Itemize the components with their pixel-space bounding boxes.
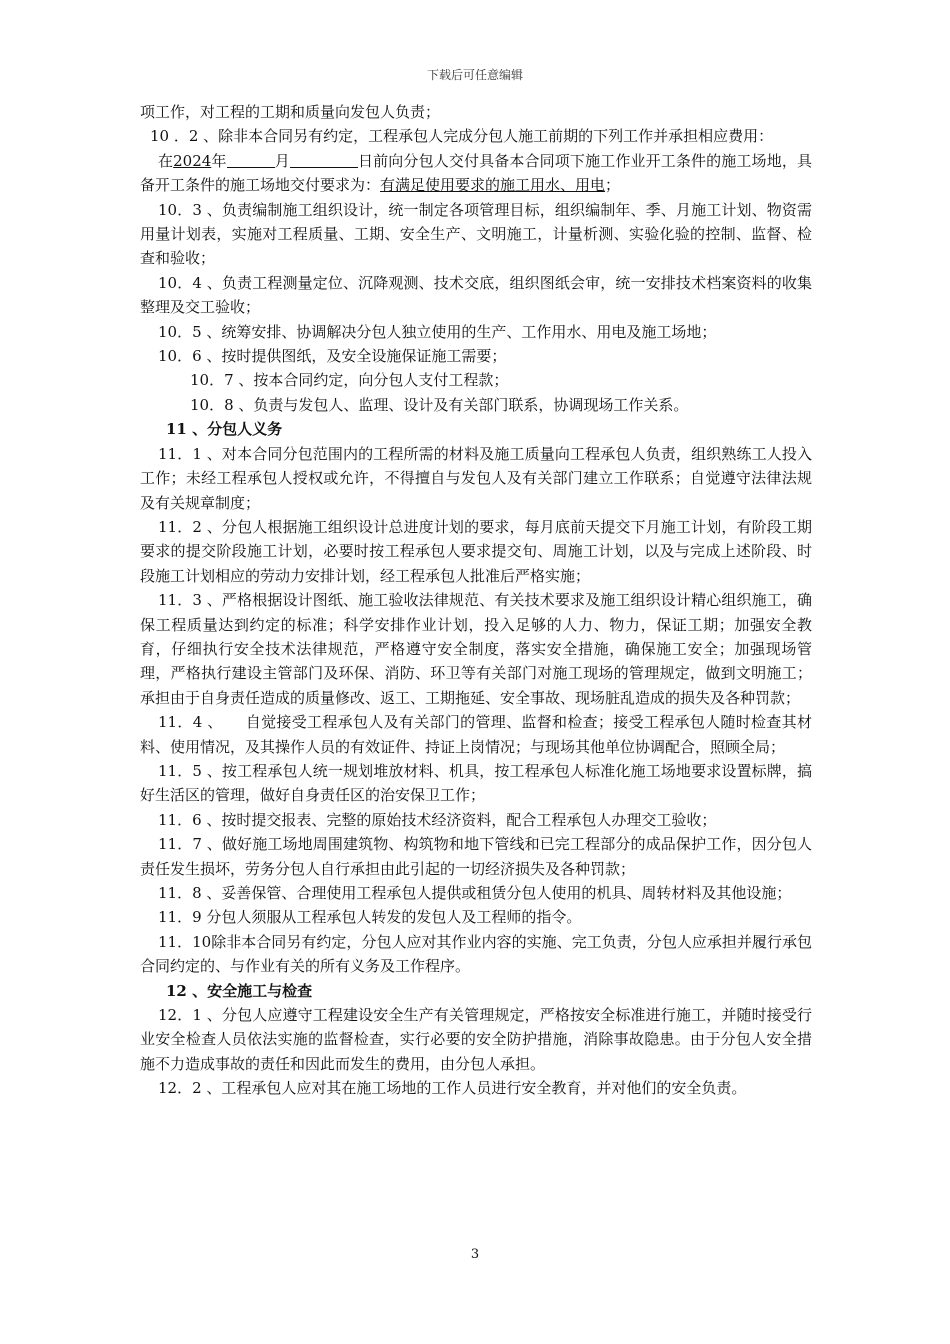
paragraph: 10 ．2 、除非本合同另有约定，工程承包人完成分包人施工前期的下列工作并承担相应费用： [150, 127, 774, 146]
document-body [140, 100, 812, 1101]
text: 日前向分包人交付具备本合同项下施工作业开工条件的施工场地，具备开工条件的施工场地交付要求为： [140, 151, 812, 195]
paragraph: 10．3 、负责编制施工组织设计，统一制定各项管理目标，组织编制年、季、月施工计划、物资需用量计划表，实施对工程质量、工期、安全生产、文明施工，计量析测、实验化验的控制、监督、检查和验收； [140, 200, 812, 268]
paragraph: 12．2 、工程承包人应对其在施工场地的工作人员进行安全教育，并对他们的安全负责。 [158, 1079, 747, 1098]
text: 月 [274, 151, 290, 170]
section-heading: 11 、分包人义务 [166, 420, 283, 439]
month-blank [227, 153, 275, 168]
paragraph: 11．6 、按时提交报表、完整的原始技术经济资料，配合工程承包人办理交工验收； [158, 810, 717, 829]
paragraph: 11．8 、妥善保管、合理使用工程承包人提供或租赁分包人使用的机具、周转材料及其他设施； [158, 884, 792, 902]
paragraph: 11．3 、严格根据设计图纸、施工验收法律规范、有关技术要求及施工组织设计精心组织施工，确保工程质量达到约定的标准；科学安排作业计划，投入足够的人力、物力，保证工期；加强安全教育，仔细执行安全技术法律规范，严格遵守安全制度，落实安全措施，确保施工安全；加强现场管理，严格执行建设主管部门及环保、消防、环卫等有关部门对施工现场的管理规定，做到文明施工；承担由于自身责任造成的质量修改、返工、工期拖延、安全事故、现场脏乱造成的损失及各种罚款； [140, 591, 812, 707]
paragraph: 11．4 、 自觉接受工程承包人及有关部门的管理、监督和检查；接受工程承包人随时检查其材料、使用情况，及其操作人员的有效证件、持证上岗情况；与现场其他单位协调配合，照顾全局； [140, 713, 812, 756]
paragraph: 10．6 、按时提供图纸，及安全设施保证施工需要； [158, 347, 507, 366]
page-header: 下载后可任意编辑 [426, 68, 523, 82]
paragraph: 10．5 、统筹安排、协调解决分包人独立使用的生产、工作用水、用电及施工场地； [158, 322, 717, 341]
paragraph: 11．1 、对本合同分包范围内的工程所需的材料及施工质量向工程承包人负责，组织熟练工人投入工作；未经工程承包人授权或允许，不得擅自与发包人及有关部门建立工作联系；自觉遵守法律法规及有关规章制度； [140, 444, 812, 512]
paragraph: 11．7 、做好施工场地周围建筑物、构筑物和地下管线和已完工程部分的成品保护工作，因分包人责任发生损坏，劳务分包人自行承担由此引起的一切经济损失及各种罚款； [140, 835, 812, 878]
paragraph: 12．1 、分包人应遵守工程建设安全生产有关管理规定，严格按安全标准进行施工，并随时接受行业安全检查人员依法实施的监督检查，实行必要的安全防护措施，消除事故隐患。由于分包人安全措施不力造成事故的责任和因此而发生的费用，由分包人承担。 [140, 1006, 812, 1073]
day-blank [290, 153, 358, 168]
paragraph: 11．9 分包人须服从工程承包人转发的发包人及工程师的指令。 [158, 908, 582, 927]
text: 在 [158, 151, 174, 170]
section-heading: 12 、安全施工与检查 [166, 981, 313, 1000]
paragraph: 项工作，对工程的工期和质量向发包人负责； [140, 103, 441, 121]
paragraph: 10．8 、负责与发包人、监理、设计及有关部门联系，协调现场工作关系。 [190, 395, 689, 414]
text: ； [605, 176, 621, 195]
paragraph: 10．4 、负责工程测量定位、沉降观测、技术交底，组织图纸会审，统一安排技术档案资料的收集整理及交工验收； [140, 273, 812, 317]
requirement-field: 有满足使用要求的施工用水、用电 [380, 176, 606, 195]
paragraph: 10．7 、按本合同约定，向分包人支付工程款； [190, 371, 509, 390]
paragraph: 11．2 、分包人根据施工组织设计总进度计划的要求，每月底前天提交下月施工计划，有阶段工期要求的提交阶段施工计划，必要时按工程承包人要求提交旬、周施工计划，以及与完成上述阶段、时段施工计划相应的劳动力安排计划，经工程承包人批准后严格实施； [140, 517, 812, 585]
paragraph: 11．10除非本合同另有约定，分包人应对其作业内容的实施、完工负责，分包人应承担并履行承包合同约定的、与作业有关的所有义务及工作程序。 [140, 932, 812, 976]
text: 年 [211, 151, 227, 170]
page-number: 3 [470, 1247, 480, 1262]
year-field: 2024 [173, 151, 212, 170]
paragraph-delivery-date [140, 149, 812, 198]
paragraph: 11．5 、按工程承包人统一规划堆放材料、机具，按工程承包人标准化施工场地要求设置标牌，搞好生活区的管理，做好自身责任区的治安保卫工作； [140, 761, 812, 805]
